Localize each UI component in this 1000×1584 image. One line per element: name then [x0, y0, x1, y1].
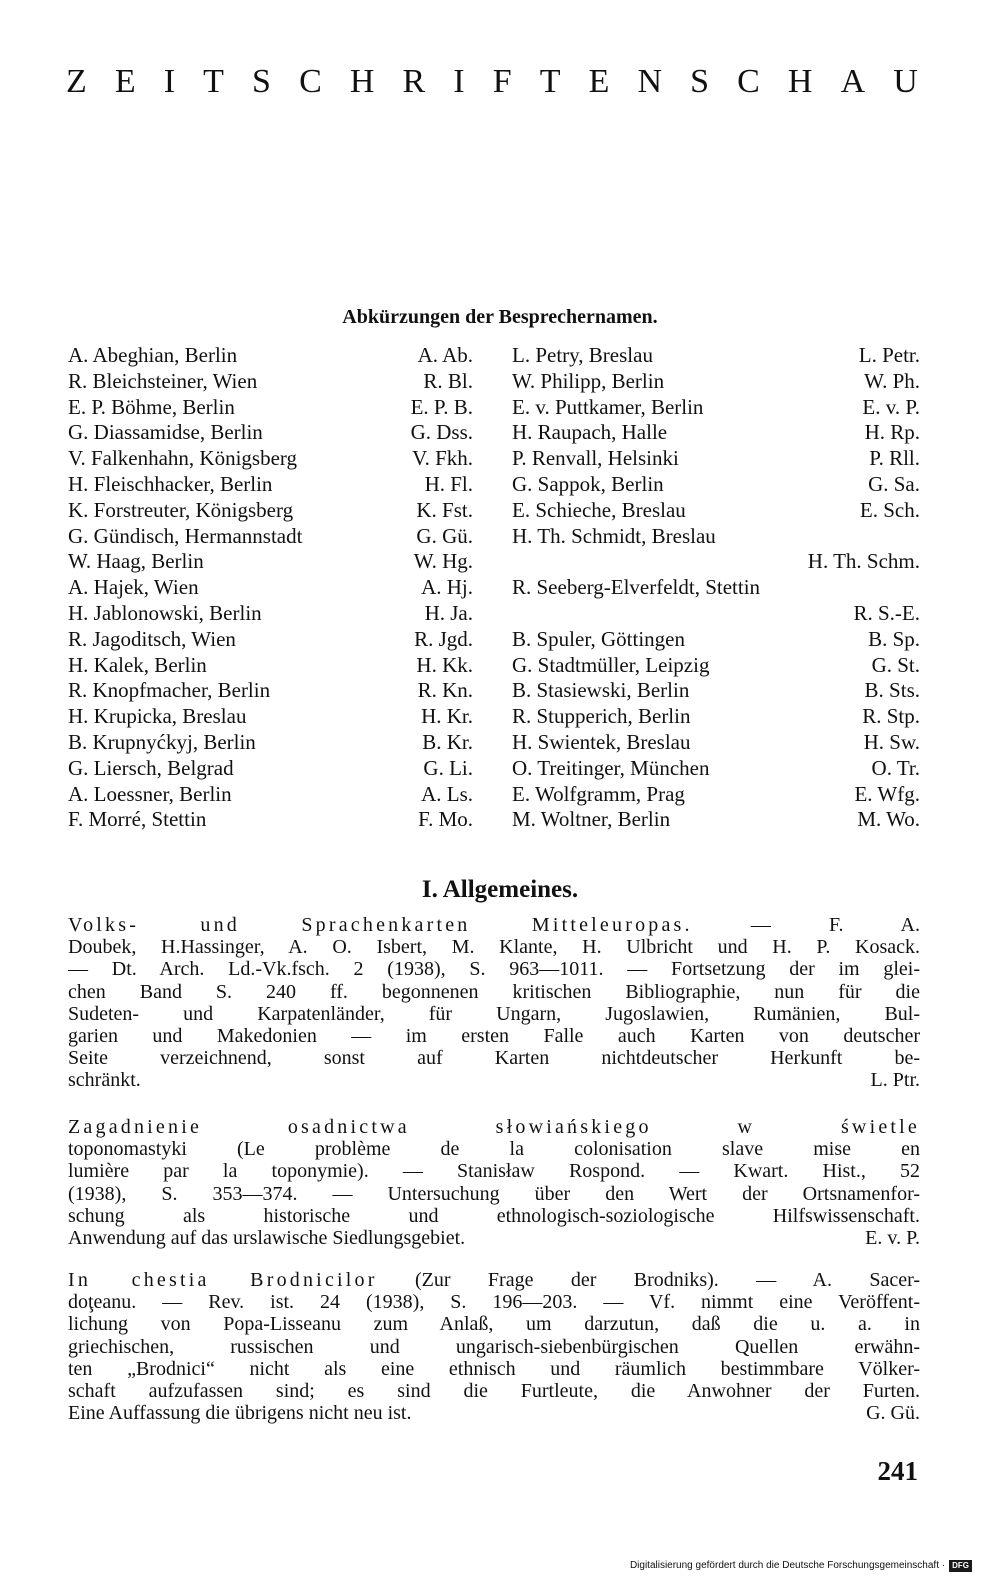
reviewer-name: H. Th. Schmidt, Breslau	[512, 523, 716, 548]
reviewer-abbreviation: H. Sw.	[863, 729, 920, 754]
reviewer-name: L. Petry, Breslau	[512, 343, 653, 367]
abbreviation-row	[512, 756, 920, 782]
entry-line: — Dt. Arch. Ld.-Vk.fsch. 2 (1938), S. 963—1011. — Fortsetzung der im glei-	[68, 958, 920, 981]
abbreviation-row	[68, 498, 473, 524]
abbreviation-row	[68, 343, 473, 369]
bibliography-entry-1	[68, 914, 920, 1092]
title-letter: E	[114, 63, 136, 100]
reviewer-name: H. Raupach, Halle	[512, 420, 668, 445]
reviewer-abbreviation: W. Ph.	[864, 368, 920, 393]
reviewer-name: R. Bleichsteiner, Wien	[68, 368, 258, 393]
page-number: 241	[877, 1456, 918, 1486]
abbreviation-row	[68, 575, 473, 601]
reviewer-name: E. Schieche, Breslau	[512, 497, 686, 522]
entry-line: lumière par la toponymie). — Stanisław Rospond. — Kwart. Hist., 52	[68, 1160, 920, 1183]
entry-line: schung als historische und ethnologisch-soziologische Hilfswissenschaft.	[68, 1204, 920, 1227]
reviewer-name: W. Philipp, Berlin	[512, 368, 665, 393]
reviewer-abbreviation: G. Gü.	[416, 523, 473, 548]
reviewer-abbreviation: E. Sch.	[859, 497, 920, 522]
abbreviation-row	[512, 653, 920, 679]
reviewer-abbreviation: E. P. B.	[410, 394, 473, 419]
reviewer-name: B. Spuler, Göttingen	[512, 626, 685, 651]
entry-title: Zagadnienie osadnictwa słowiańskiego w świetle	[68, 1116, 920, 1138]
abbreviations-heading: Abkürzungen der Besprechernamen.	[342, 306, 658, 328]
bibliography-entry-3	[68, 1269, 920, 1424]
reviewer-abbreviation: B. Sp.	[868, 626, 920, 651]
reviewer-abbreviation: V. Fkh.	[412, 446, 473, 471]
entry-line: chen Band S. 240 ff. begonnenen kritischen Bibliographie, nun für die	[68, 980, 920, 1003]
reviewer-abbreviation: F. Mo.	[418, 807, 473, 832]
title-letter: H	[349, 63, 375, 100]
entry-line: doţeanu. — Rev. ist. 24 (1938), S. 196—203. — Vf. nimmt eine Veröffent-	[68, 1291, 920, 1314]
entry-line: schaft aufzufassen sind; es sind die Furtleute, die Anwohner der Furten.	[68, 1380, 920, 1403]
reviewer-abbreviation: H. Kk.	[416, 652, 473, 677]
reviewer-name: A. Loessner, Berlin	[68, 781, 232, 806]
title-letter: I	[453, 63, 465, 100]
title-letter: T	[203, 63, 224, 100]
entry-line: Seite verzeichnend, sonst auf Karten nichtdeutscher Herkunft be-	[68, 1047, 920, 1070]
reviewer-name: M. Woltner, Berlin	[512, 807, 671, 832]
reviewer-name: V. Falkenhahn, Königsberg	[68, 446, 298, 471]
reviewer-abbreviation: H. Rp.	[864, 420, 920, 445]
reviewer-name: E. Wolfgramm, Prag	[512, 781, 685, 806]
title-letter: T	[539, 63, 561, 100]
reviewer-name: G. Stadtmüller, Leipzig	[512, 652, 710, 677]
abbreviation-row	[68, 704, 473, 730]
abbreviation-row	[512, 395, 920, 421]
reviewer-abbreviation: A. Hj.	[421, 575, 473, 600]
title-letter: I	[163, 63, 176, 100]
abbreviation-row	[68, 678, 473, 704]
reviewer-name: E. P. Böhme, Berlin	[68, 394, 235, 419]
entry-line: Eine Auffassung die übrigens nicht neu ist.	[68, 1402, 412, 1425]
reviewer-abbreviation: P. Rll.	[869, 446, 920, 471]
reviewer-name: G. Sappok, Berlin	[512, 471, 664, 496]
title-letter: F	[492, 63, 512, 100]
entry-line: (1938), S. 353—374. — Untersuchung über den Wert der Ortsnamenfor-	[68, 1182, 920, 1205]
abbreviation-row	[512, 498, 920, 524]
entry-line: garien und Makedonien — im ersten Falle auch Karten von deutscher	[68, 1025, 920, 1048]
title-letter: Z	[66, 63, 87, 100]
abbreviation-row	[68, 756, 473, 782]
abbreviation-row	[512, 704, 920, 730]
abbreviation-row	[512, 369, 920, 395]
reviewer-name: P. Renvall, Helsinki	[512, 446, 679, 471]
title-letter: E	[588, 63, 610, 100]
reviewer-name: G. Diassamidse, Berlin	[68, 420, 263, 445]
entry-text: — F. A.	[750, 914, 920, 936]
reviewer-name: R. Seeberg-Elverfeldt, Stettin	[512, 575, 761, 600]
abbreviation-row	[512, 524, 920, 550]
abbreviation-row	[512, 730, 920, 756]
reviewer-name: G. Liersch, Belgrad	[68, 755, 234, 780]
reviewer-name: A. Abeghian, Berlin	[68, 343, 238, 367]
abbreviation-row	[512, 420, 920, 446]
reviewer-initials: G. Gü.	[866, 1402, 920, 1425]
abbreviation-row	[512, 549, 920, 575]
entry-line: Sudeten- und Karpatenländer, für Ungarn, Jugoslawien, Rumänien, Bul-	[68, 1002, 920, 1025]
abbreviation-row	[68, 420, 473, 446]
digitization-footer	[630, 1559, 972, 1573]
title-letter: N	[637, 63, 663, 100]
reviewer-abbreviation: W. Hg.	[413, 549, 473, 574]
entry-line: schränkt.	[68, 1069, 141, 1092]
reviewer-abbreviation: B. Kr.	[422, 729, 473, 754]
abbreviation-row	[68, 730, 473, 756]
abbreviations-left-column	[68, 343, 473, 833]
reviewer-name: O. Treitinger, München	[512, 755, 710, 780]
reviewer-abbreviation: E. v. P.	[862, 394, 920, 419]
reviewer-name: H. Fleischhacker, Berlin	[68, 471, 273, 496]
title-letter: S	[690, 63, 710, 100]
reviewer-abbreviation: H. Kr.	[421, 704, 473, 729]
reviewer-abbreviation: R. S.-E.	[853, 600, 920, 625]
reviewer-name: R. Knopfmacher, Berlin	[68, 678, 271, 703]
abbreviation-row	[68, 395, 473, 421]
title-letter: A	[840, 63, 866, 100]
abbreviation-row	[512, 446, 920, 472]
entry-line: lichung von Popa-Lisseanu zum Anlaß, um darzutun, daß die u. a. in	[68, 1313, 920, 1336]
reviewer-abbreviation: G. Dss.	[410, 420, 473, 445]
dfg-logo: DFG	[949, 1560, 972, 1572]
title-letter: C	[737, 63, 760, 100]
abbreviation-row	[68, 549, 473, 575]
entry-line: Doubek, H.Hassinger, A. O. Isbert, M. Klante, H. Ulbricht und H. P. Kosack.	[68, 936, 920, 959]
reviewer-abbreviation: R. Stp.	[862, 704, 920, 729]
reviewer-abbreviation: G. St.	[871, 652, 920, 677]
entry-text: (Zur Frage der Brodniks). — A. Sacer-	[415, 1269, 921, 1291]
bibliography-entry-2	[68, 1116, 920, 1249]
footer-text: Digitalisierung gefördert durch die Deutsche Forschungsgemeinschaft ·	[629, 1560, 946, 1571]
reviewer-name: W. Haag, Berlin	[68, 549, 204, 574]
abbreviation-row	[68, 472, 473, 498]
reviewer-abbreviation: H. Th. Schm.	[807, 549, 920, 574]
reviewer-name: K. Forstreuter, Königsberg	[68, 497, 294, 522]
reviewer-abbreviation: B. Sts.	[864, 678, 920, 703]
reviewer-abbreviation: G. Li.	[423, 755, 473, 780]
reviewer-name: B. Stasiewski, Berlin	[512, 678, 690, 703]
abbreviation-row	[512, 627, 920, 653]
reviewer-name: H. Swientek, Breslau	[512, 729, 691, 754]
reviewer-name: H. Krupicka, Breslau	[68, 704, 247, 729]
abbreviation-row	[68, 807, 473, 833]
abbreviation-row	[68, 524, 473, 550]
reviewer-abbreviation: H. Fl.	[424, 471, 473, 496]
reviewer-name: B. Krupnyćkyj, Berlin	[68, 729, 256, 754]
abbreviation-row	[68, 601, 473, 627]
page-title	[66, 60, 918, 104]
reviewer-abbreviation: M. Wo.	[857, 807, 920, 832]
abbreviation-row	[512, 575, 920, 601]
reviewer-abbreviation: R. Kn.	[417, 678, 473, 703]
section-heading: I. Allgemeines.	[421, 876, 579, 903]
abbreviations-right-column	[512, 343, 920, 833]
title-letter: H	[787, 63, 813, 100]
abbreviation-row	[68, 627, 473, 653]
reviewer-abbreviation: R. Jgd.	[414, 626, 473, 651]
reviewer-abbreviation: A. Ab.	[417, 343, 473, 367]
abbreviation-row	[512, 601, 920, 627]
reviewer-initials: E. v. P.	[865, 1227, 920, 1250]
title-letter: R	[402, 63, 426, 100]
abbreviation-row	[512, 678, 920, 704]
abbreviation-row	[512, 343, 920, 369]
reviewer-abbreviation: L. Petr.	[858, 343, 920, 367]
abbreviation-row	[512, 807, 920, 833]
abbreviation-row	[512, 782, 920, 808]
reviewer-abbreviation: H. Ja.	[424, 600, 473, 625]
reviewer-abbreviation: R. Bl.	[423, 368, 473, 393]
abbreviation-row	[512, 472, 920, 498]
reviewer-name: R. Stupperich, Berlin	[512, 704, 691, 729]
abbreviation-row	[68, 653, 473, 679]
title-letter: U	[893, 63, 918, 100]
reviewer-name: H. Jablonowski, Berlin	[68, 600, 262, 625]
entry-line: ten „Brodnici“ nicht als eine ethnisch und räumlich bestimmbare Völker-	[68, 1357, 920, 1380]
reviewer-initials: L. Ptr.	[870, 1069, 920, 1092]
reviewer-name: F. Morré, Stettin	[68, 807, 207, 832]
reviewer-abbreviation: G. Sa.	[868, 471, 920, 496]
reviewer-name: G. Gündisch, Hermannstadt	[68, 523, 303, 548]
reviewer-name: H. Kalek, Berlin	[68, 652, 207, 677]
entry-line: griechischen, russischen und ungarisch-siebenbürgischen Quellen erwähn-	[68, 1335, 920, 1358]
reviewer-name: R. Jagoditsch, Wien	[68, 626, 236, 651]
entry-title: In chestia Brodnicilor	[68, 1269, 378, 1291]
reviewer-abbreviation: A. Ls.	[421, 781, 473, 806]
entry-line: Anwendung auf das urslawische Siedlungsgebiet.	[68, 1227, 466, 1250]
abbreviation-row	[68, 369, 473, 395]
entry-title: Volks- und Sprachenkarten Mitteleuropas.	[68, 914, 693, 936]
reviewer-name: A. Hajek, Wien	[68, 575, 199, 600]
reviewer-abbreviation: E. Wfg.	[854, 781, 920, 806]
abbreviation-row	[68, 782, 473, 808]
title-letter: S	[252, 63, 271, 100]
reviewer-abbreviation: K. Fst.	[416, 497, 473, 522]
reviewer-abbreviation: O. Tr.	[871, 755, 920, 780]
entry-line: toponomastyki (Le problème de la colonisation slave mise en	[68, 1138, 920, 1161]
abbreviation-row	[68, 446, 473, 472]
reviewer-name: E. v. Puttkamer, Berlin	[512, 394, 704, 419]
title-letter: C	[299, 63, 322, 100]
